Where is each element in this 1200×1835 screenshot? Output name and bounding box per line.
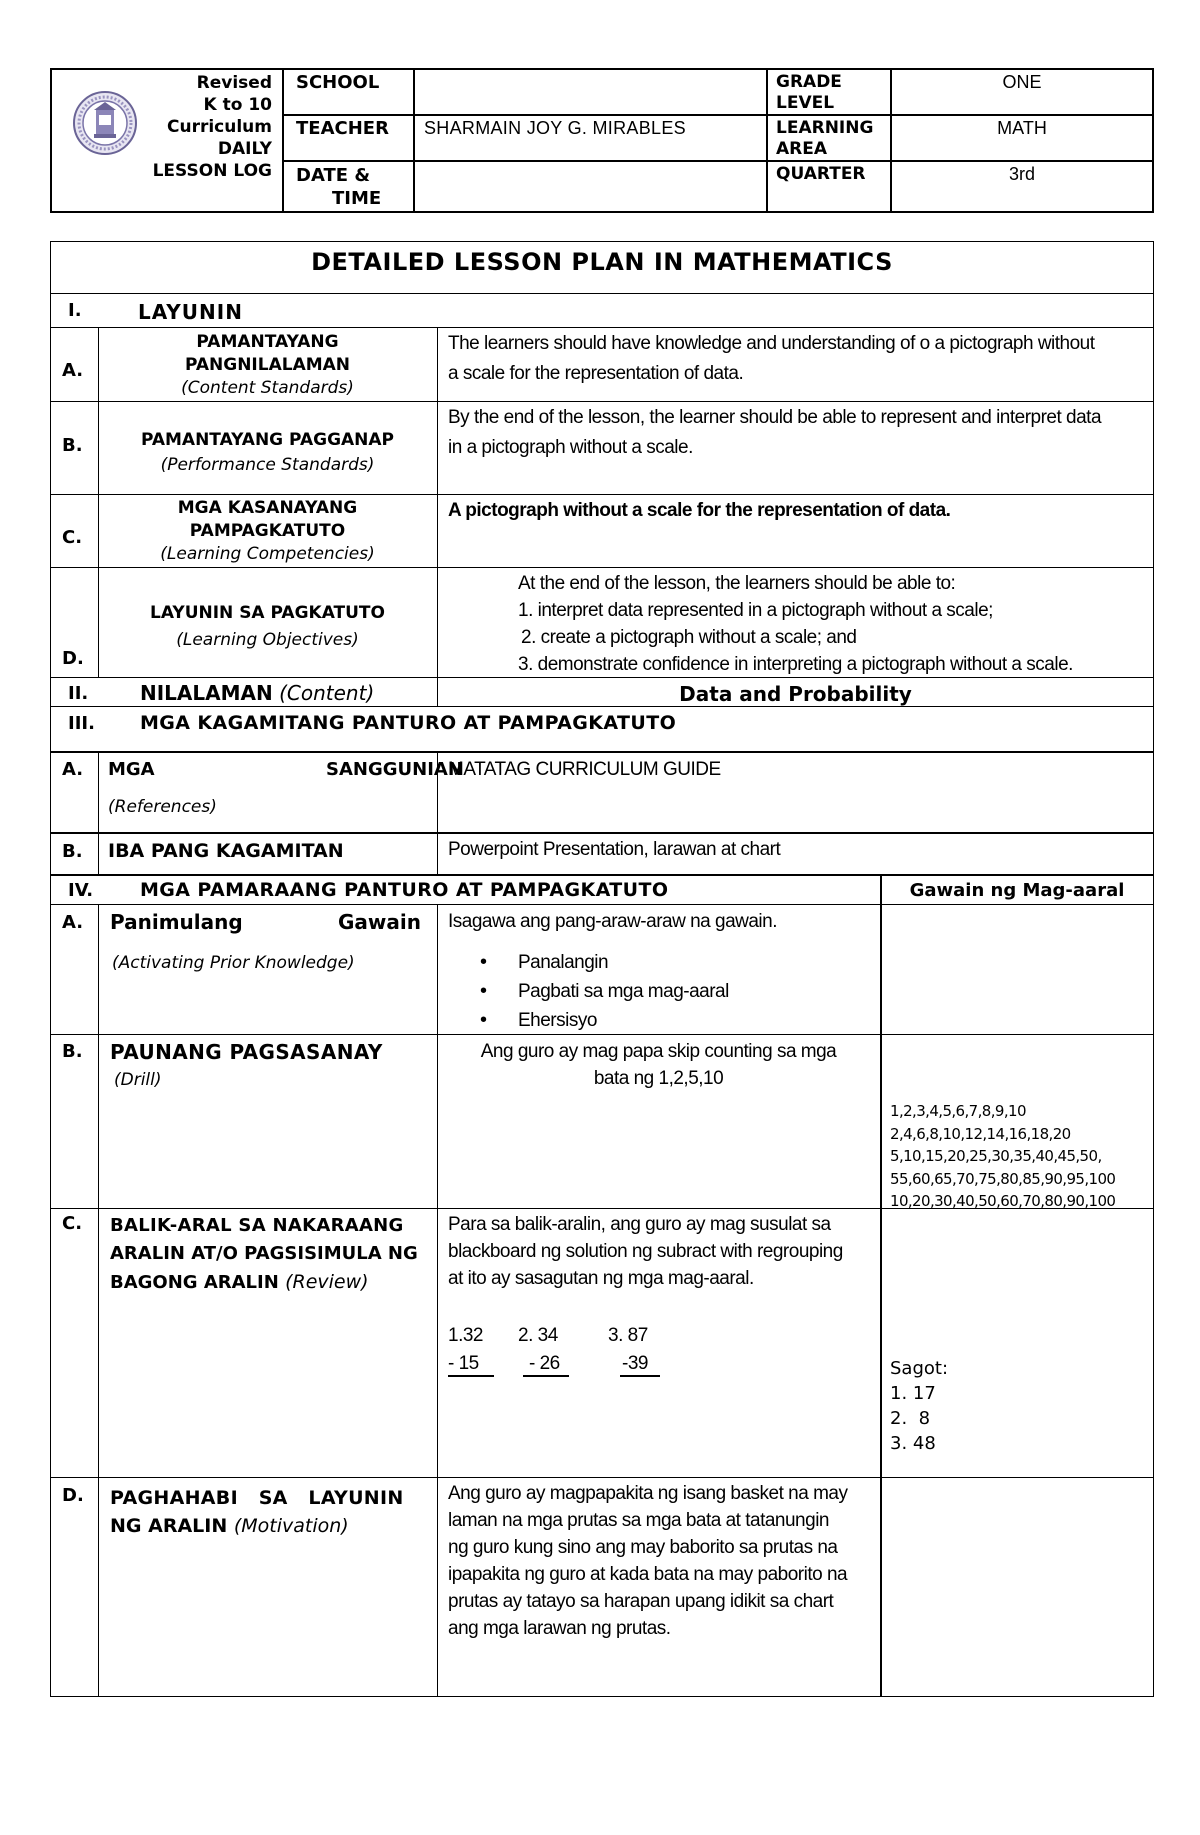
section-4-title: MGA PAMARAANG PANTURO AT PAMPAGKATUTO xyxy=(140,879,669,901)
grade-level-value: ONE xyxy=(1002,72,1042,92)
teacher-label: TEACHER xyxy=(296,118,389,139)
activity-d-label-2: NG ARALIN xyxy=(110,1515,228,1537)
performance-standards-text-2: in a pictograph without a scale. xyxy=(448,437,693,458)
learning-competencies-label-1: MGA KASANAYANG xyxy=(177,498,358,518)
subtraction-problem-2-top: 2. 34 xyxy=(518,1325,558,1346)
objectives-intro: At the end of the lesson, the learners should be able to: xyxy=(518,573,956,594)
area-label-line-1: LEARNING xyxy=(776,118,874,138)
skip-count-line: 2,4,6,8,10,12,14,16,18,20 xyxy=(890,1124,1071,1143)
routine-list xyxy=(448,948,868,1035)
activity-a-label-2: Gawain xyxy=(338,910,421,934)
revised-line-5: LESSON LOG xyxy=(152,161,272,181)
activity-a-letter: A. xyxy=(62,912,84,933)
references-sub: (References) xyxy=(108,797,217,817)
problem-1-underline xyxy=(448,1375,494,1377)
section-2-sub: (Content) xyxy=(279,681,375,705)
quarter-value: 3rd xyxy=(1008,164,1035,184)
learning-competencies-text: A pictograph without a scale for the representation of data. xyxy=(448,500,951,521)
learning-competencies-label-2: PAMPAGKATUTO xyxy=(189,521,346,541)
area-label-line-2: AREA xyxy=(776,139,828,159)
references-label-1: MGA xyxy=(108,759,155,780)
other-materials-letter: B. xyxy=(62,841,83,862)
activity-b-letter: B. xyxy=(62,1041,83,1062)
skip-count-line: 5,10,15,20,25,30,35,40,45,50, xyxy=(890,1147,1102,1165)
content-standards-sub: (Content Standards) xyxy=(181,378,354,398)
learning-area-value: MATH xyxy=(997,118,1047,138)
teacher-value: SHARMAIN JOY G. MIRABLES xyxy=(424,118,686,138)
content-standards-label xyxy=(99,331,436,400)
activity-d-text xyxy=(448,1480,848,1642)
routine-item: • Panalangin xyxy=(448,948,868,977)
other-materials-value: Powerpoint Presentation, larawan at chart xyxy=(448,839,781,860)
references-label-2: SANGGUNIAN xyxy=(326,759,463,780)
subtraction-problem-2-bottom: - 26 xyxy=(529,1353,560,1374)
activity-d-sub: (Motivation) xyxy=(233,1515,349,1537)
skip-count-line: 10,20,30,40,50,60,70,80,90,100 xyxy=(890,1192,1116,1210)
grade-level-label xyxy=(776,72,842,114)
routine-item: • Ehersisyo xyxy=(448,1006,868,1035)
learning-area-label xyxy=(776,118,873,160)
grade-label-line-2: LEVEL xyxy=(776,93,835,113)
activity-b-text-2: bata ng 1,2,5,10 xyxy=(593,1068,724,1089)
section-2-heading xyxy=(140,681,374,705)
review-answer: 3. 48 xyxy=(890,1433,936,1454)
learning-competencies-sub: (Learning Competencies) xyxy=(160,544,375,564)
activity-c-sub: (Review) xyxy=(285,1271,369,1293)
row-d-letter: D. xyxy=(62,648,84,669)
performance-standards-label-1: PAMANTAYANG PAGGANAP xyxy=(140,430,395,450)
activity-c-text-3: at ito ay sasagutan ng mga mag-aaral. xyxy=(448,1268,754,1289)
objective-2: 2. create a pictograph without a scale; and xyxy=(521,627,857,648)
subtraction-problem-3-top: 3. 87 xyxy=(608,1325,648,1346)
learning-objectives-label xyxy=(99,600,436,654)
activity-d-line: ang mga larawan ng prutas. xyxy=(448,1618,671,1639)
activity-c-text-2: blackboard ng solution ng subract with regrouping xyxy=(448,1241,843,1262)
content-standards-label-1: PAMANTAYANG xyxy=(196,332,339,352)
skip-count-line: 55,60,65,70,75,80,85,90,95,100 xyxy=(890,1169,1116,1188)
performance-standards-sub: (Performance Standards) xyxy=(160,455,375,475)
content-value: Data and Probability xyxy=(679,682,912,706)
section-1-title: LAYUNIN xyxy=(138,300,243,324)
revised-line-1: Revised xyxy=(196,73,272,93)
content-standards-label-2: PANGNILALAMAN xyxy=(184,355,351,375)
date-time-label xyxy=(296,164,406,210)
revised-line-2: K to 10 xyxy=(203,95,272,115)
row-a-letter: A. xyxy=(62,360,84,381)
section-4-number: IV. xyxy=(68,880,94,901)
routine-item: • Pagbati sa mga mag-aaral xyxy=(448,977,868,1006)
activity-d-line: laman na mga prutas sa mga bata at tatanungin xyxy=(448,1510,829,1531)
subtraction-problem-1-bottom: - 15 xyxy=(448,1353,479,1374)
problem-2-underline xyxy=(523,1375,569,1377)
revised-line-4: DAILY xyxy=(217,139,272,159)
deped-seal-logo xyxy=(72,90,138,156)
references-value: MATATAG CURRICULUM GUIDE xyxy=(448,759,721,780)
activity-d-line: Ang guro ay magpapakita ng isang basket na may xyxy=(448,1483,848,1504)
performance-standards-label xyxy=(99,428,436,478)
section-2-number: II. xyxy=(68,683,89,704)
subtraction-problem-3-bottom: -39 xyxy=(622,1353,648,1374)
review-answer-label: Sagot: xyxy=(890,1358,949,1379)
activity-b-sub: (Drill) xyxy=(114,1070,162,1090)
activity-c-label-3: BAGONG ARALIN xyxy=(110,1272,279,1293)
revised-line-3: Curriculum xyxy=(167,117,272,137)
revised-curriculum-label xyxy=(150,72,272,182)
section-2-title: NILALAMAN xyxy=(140,681,273,705)
activity-c-label-2: ARALIN AT/O PAGSISIMULA NG xyxy=(110,1243,418,1264)
activity-d-letter: D. xyxy=(62,1485,84,1506)
activity-c-label-1: BALIK-ARAL SA NAKARAANG xyxy=(110,1215,404,1236)
content-standards-text-2: a scale for the representation of data. xyxy=(448,363,744,384)
objective-3: 3. demonstrate confidence in interpreting a pictograph without a scale. xyxy=(518,654,1073,675)
activity-a-text: Isagawa ang pang-araw-araw na gawain. xyxy=(448,911,777,932)
problem-3-underline xyxy=(620,1375,660,1377)
activity-d-line: ng guro kung sino ang may baborito sa prutas na xyxy=(448,1537,838,1558)
date-label-line-2: TIME xyxy=(332,188,382,209)
section-3-title: MGA KAGAMITANG PANTURO AT PAMPAGKATUTO xyxy=(140,712,677,734)
row-b-letter: B. xyxy=(62,435,83,456)
school-label: SCHOOL xyxy=(296,72,380,93)
row-c-letter: C. xyxy=(62,527,83,548)
learning-competencies-label xyxy=(99,497,436,566)
references-letter: A. xyxy=(62,759,84,780)
activity-a-sub: (Activating Prior Knowledge) xyxy=(112,953,355,973)
review-answers xyxy=(890,1356,948,1456)
activity-b-text-1: Ang guro ay mag papa skip counting sa mga xyxy=(480,1041,837,1062)
activity-d-line: ipapakita ng guro at kada bata na may paborito na xyxy=(448,1564,848,1585)
activity-c-text-1: Para sa balik-aralin, ang guro ay mag susulat sa xyxy=(448,1214,831,1235)
activity-b-label: PAUNANG PAGSASANAY xyxy=(110,1040,383,1064)
date-label-line-1: DATE & xyxy=(296,165,371,186)
review-answer: 1. 17 xyxy=(890,1383,936,1404)
grade-label-line-1: GRADE xyxy=(776,72,842,92)
quarter-label: QUARTER xyxy=(776,164,866,184)
performance-standards-text-1: By the end of the lesson, the learner should be able to represent and interpret data xyxy=(448,407,1102,428)
learning-objectives-sub: (Learning Objectives) xyxy=(176,630,359,650)
activity-d-label-1: PAGHAHABI SA LAYUNIN xyxy=(110,1487,404,1509)
activity-a-label-1: Panimulang xyxy=(110,910,243,934)
learning-objectives-label-1: LAYUNIN SA PAGKATUTO xyxy=(150,603,385,623)
activity-d-label xyxy=(110,1484,404,1540)
activity-c-letter: C. xyxy=(62,1213,83,1234)
student-activity-header: Gawain ng Mag-aaral xyxy=(909,880,1125,901)
review-answer: 2. 8 xyxy=(890,1408,931,1429)
section-1-number: I. xyxy=(68,300,82,321)
activity-d-line: prutas ay tatayo sa harapan upang idikit sa chart xyxy=(448,1591,834,1612)
skip-count-line: 1,2,3,4,5,6,7,8,9,10 xyxy=(890,1102,1026,1120)
lesson-plan-title: DETAILED LESSON PLAN IN MATHEMATICS xyxy=(311,248,893,276)
section-3-number: III. xyxy=(68,713,95,734)
content-standards-text-1: The learners should have knowledge and understanding of o a pictograph without xyxy=(448,333,1095,354)
activity-c-label xyxy=(110,1212,418,1297)
objective-1: 1. interpret data represented in a pictograph without a scale; xyxy=(518,600,993,621)
subtraction-problem-1-top: 1.32 xyxy=(448,1325,483,1346)
skip-counting-answers xyxy=(890,1100,1115,1213)
other-materials-label: IBA PANG KAGAMITAN xyxy=(108,840,344,862)
